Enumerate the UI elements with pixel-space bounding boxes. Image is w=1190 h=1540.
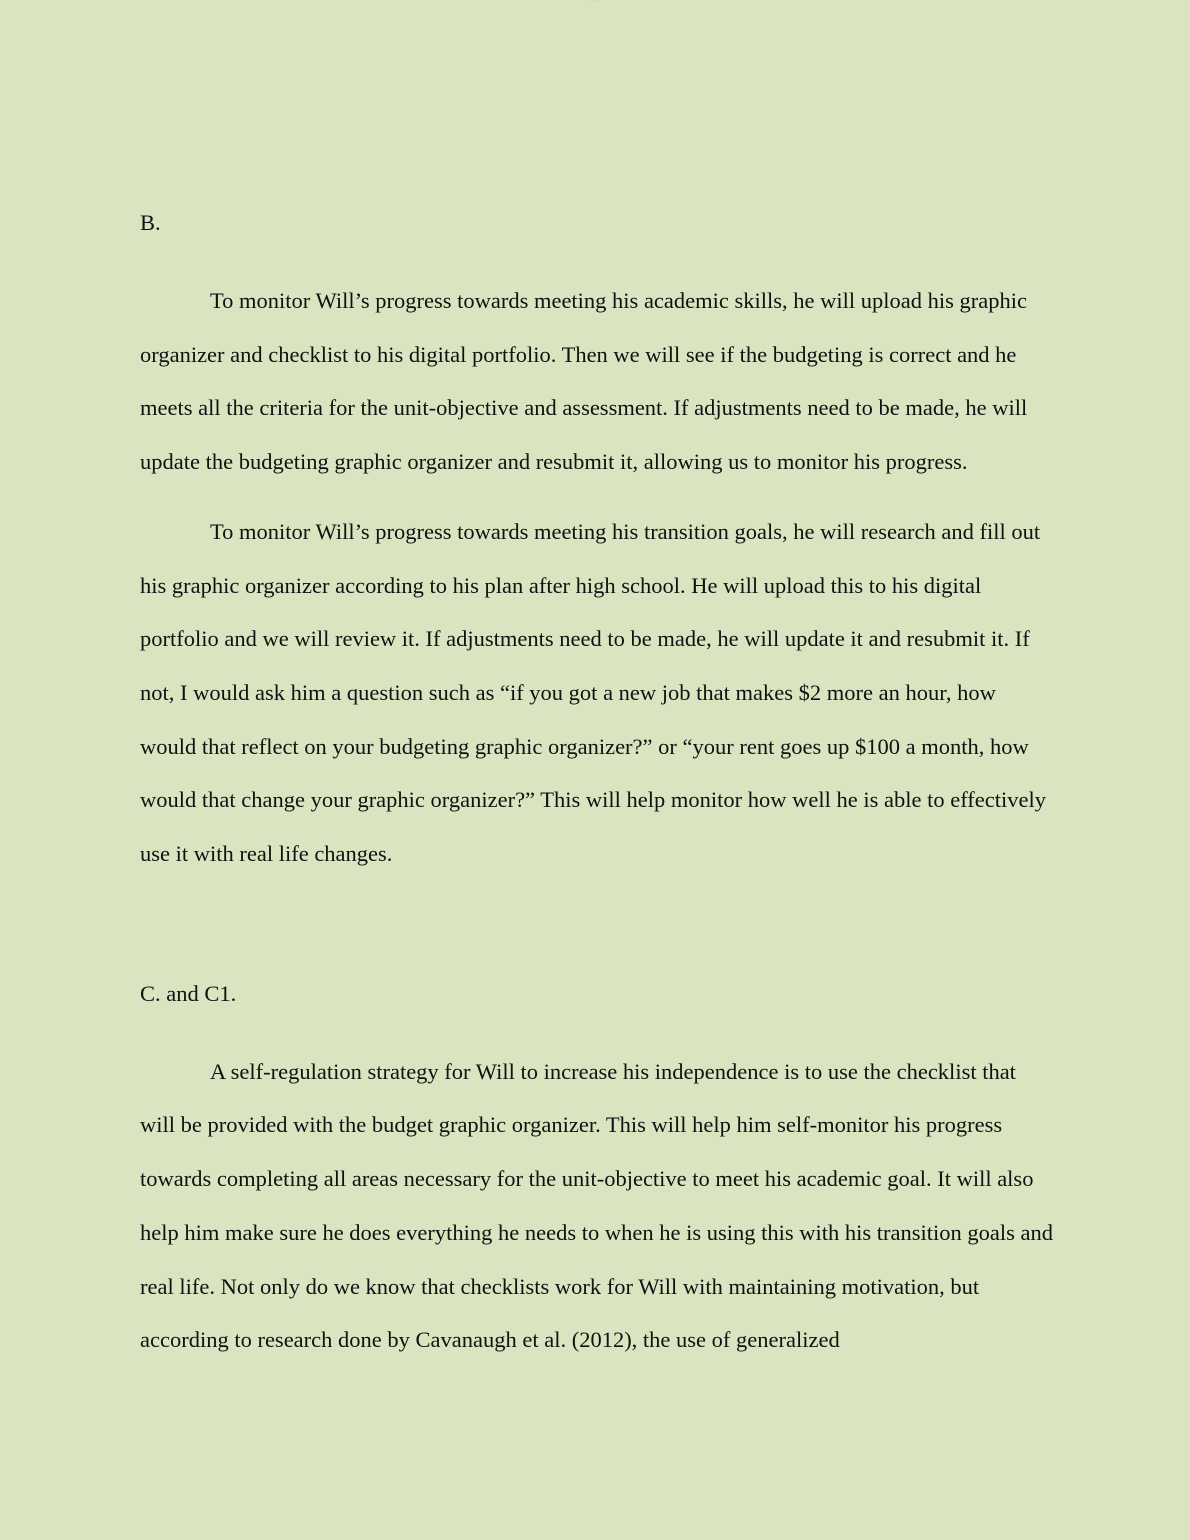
running-head: · · · · · bbox=[591, 0, 599, 3]
paragraph: To monitor Will’s progress towards meeting his transition goals, he will research and fill out his graphic organizer according to his plan after high school. He will upload this to his digital portfolio and we will review it. If adjustments need to be made, he will update it and resubmit it. If not, I would ask him a question such as “if you got a new job that makes $2 more an hour, how would that reflect on your budgeting graphic organizer?” or “your rent goes up $100 a month, how would that change your graphic organizer?” This will help monitor how well he is able to effectively use it with real life changes. bbox=[140, 518, 1046, 867]
section-heading: C. and C1. bbox=[140, 980, 237, 1006]
paragraph: A self-regulation strategy for Will to increase his independence is to use the checklist that will be provided with the budget graphic organizer. This will help him self-monitor his progress towards completing all areas necessary for the unit-objective to meet his academic goal. It will also help him make sure he does everything he needs to when he is using this with his transition goals and real life. Not only do we know that checklists work for Will with maintaining motivation, but according to research done by Cavanaugh et al. (2012), the use of generalized bbox=[140, 1058, 1053, 1353]
section-c-and-c1 bbox=[140, 977, 1055, 1367]
paragraph: To monitor Will’s progress towards meeting his academic skills, he will upload his graphic organizer and checklist to his digital portfolio. Then we will see if the budgeting is correct and he meets all the criteria for the unit-objective and assessment. If adjustments need to be made, he will update the budgeting graphic organizer and resubmit it, allowing us to monitor his progress. bbox=[140, 288, 1028, 475]
section-heading: B. bbox=[140, 210, 161, 235]
section-b bbox=[140, 206, 1055, 881]
document-body bbox=[140, 206, 1055, 1367]
